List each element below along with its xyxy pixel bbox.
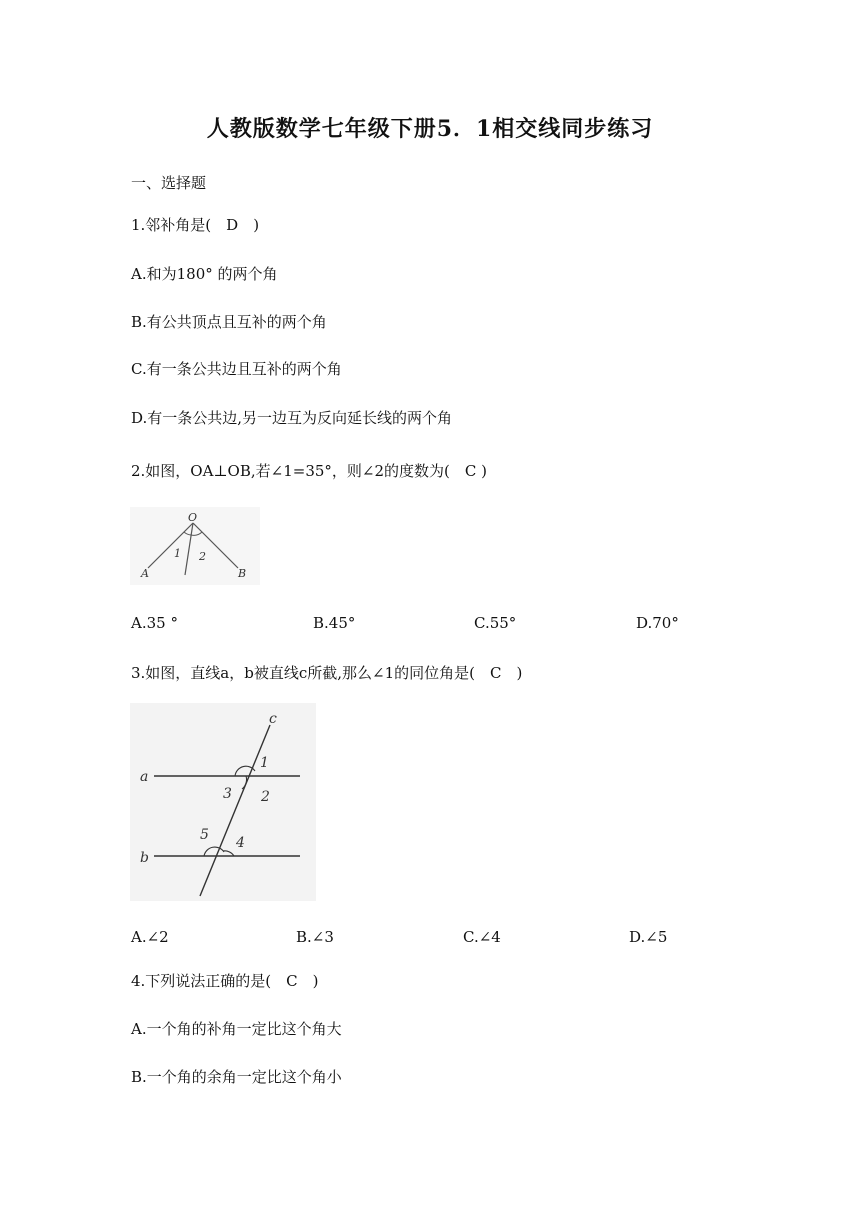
question-1-option-b: B.有公共顶点且互补的两个角 — [131, 313, 327, 331]
label-c: c — [269, 711, 277, 727]
question-1-stem: 1.邻补角是( D ) — [131, 216, 260, 234]
label-angle-1: 1 — [260, 755, 269, 771]
question-2-option-b: B.45° — [313, 614, 356, 632]
question-1-option-c: C.有一条公共边且互补的两个角 — [131, 360, 342, 378]
question-2-angle-figure — [130, 507, 260, 585]
label-angle-2: 2 — [199, 550, 206, 563]
label-angle-1: 1 — [174, 547, 181, 560]
question-2-option-a: A.35 ° — [131, 614, 178, 632]
question-4-stem: 4.下列说法正确的是( C ) — [131, 972, 319, 990]
question-3-option-b: B.∠3 — [296, 928, 334, 946]
label-a: a — [140, 769, 149, 785]
label-angle-3: 3 — [223, 786, 232, 802]
question-2-stem: 2.如图，OA⊥OB,若∠1=35°，则∠2的度数为( C ) — [131, 462, 487, 480]
question-3-transversal-figure — [130, 703, 316, 901]
question-4-option-b: B.一个角的余角一定比这个角小 — [131, 1068, 342, 1086]
label-angle-4: 4 — [236, 835, 245, 851]
label-a: A — [141, 567, 149, 580]
label-o: O — [188, 511, 198, 524]
question-3-option-c: C.∠4 — [463, 928, 501, 946]
label-angle-5: 5 — [200, 827, 209, 843]
question-1-option-d: D.有一条公共边,另一边互为反向延长线的两个角 — [131, 409, 453, 427]
question-4-option-a: A.一个角的补角一定比这个角大 — [131, 1020, 342, 1038]
question-3-option-a: A.∠2 — [131, 928, 169, 946]
question-2-option-d: D.70° — [636, 614, 679, 632]
label-b: b — [140, 850, 149, 866]
label-b: B — [238, 567, 247, 580]
figure-background — [130, 703, 316, 901]
question-2-option-c: C.55° — [474, 614, 517, 632]
question-3-stem: 3.如图，直线a，b被直线c所截,那么∠1的同位角是( C ) — [131, 664, 523, 682]
question-3-option-d: D.∠5 — [629, 928, 668, 946]
label-angle-2: 2 — [261, 789, 270, 805]
document-title: 人教版数学七年级下册5．1相交线同步练习 — [206, 116, 654, 142]
section-heading: 一、选择题 — [131, 174, 207, 192]
question-1-option-a: A.和为180° 的两个角 — [131, 265, 278, 283]
